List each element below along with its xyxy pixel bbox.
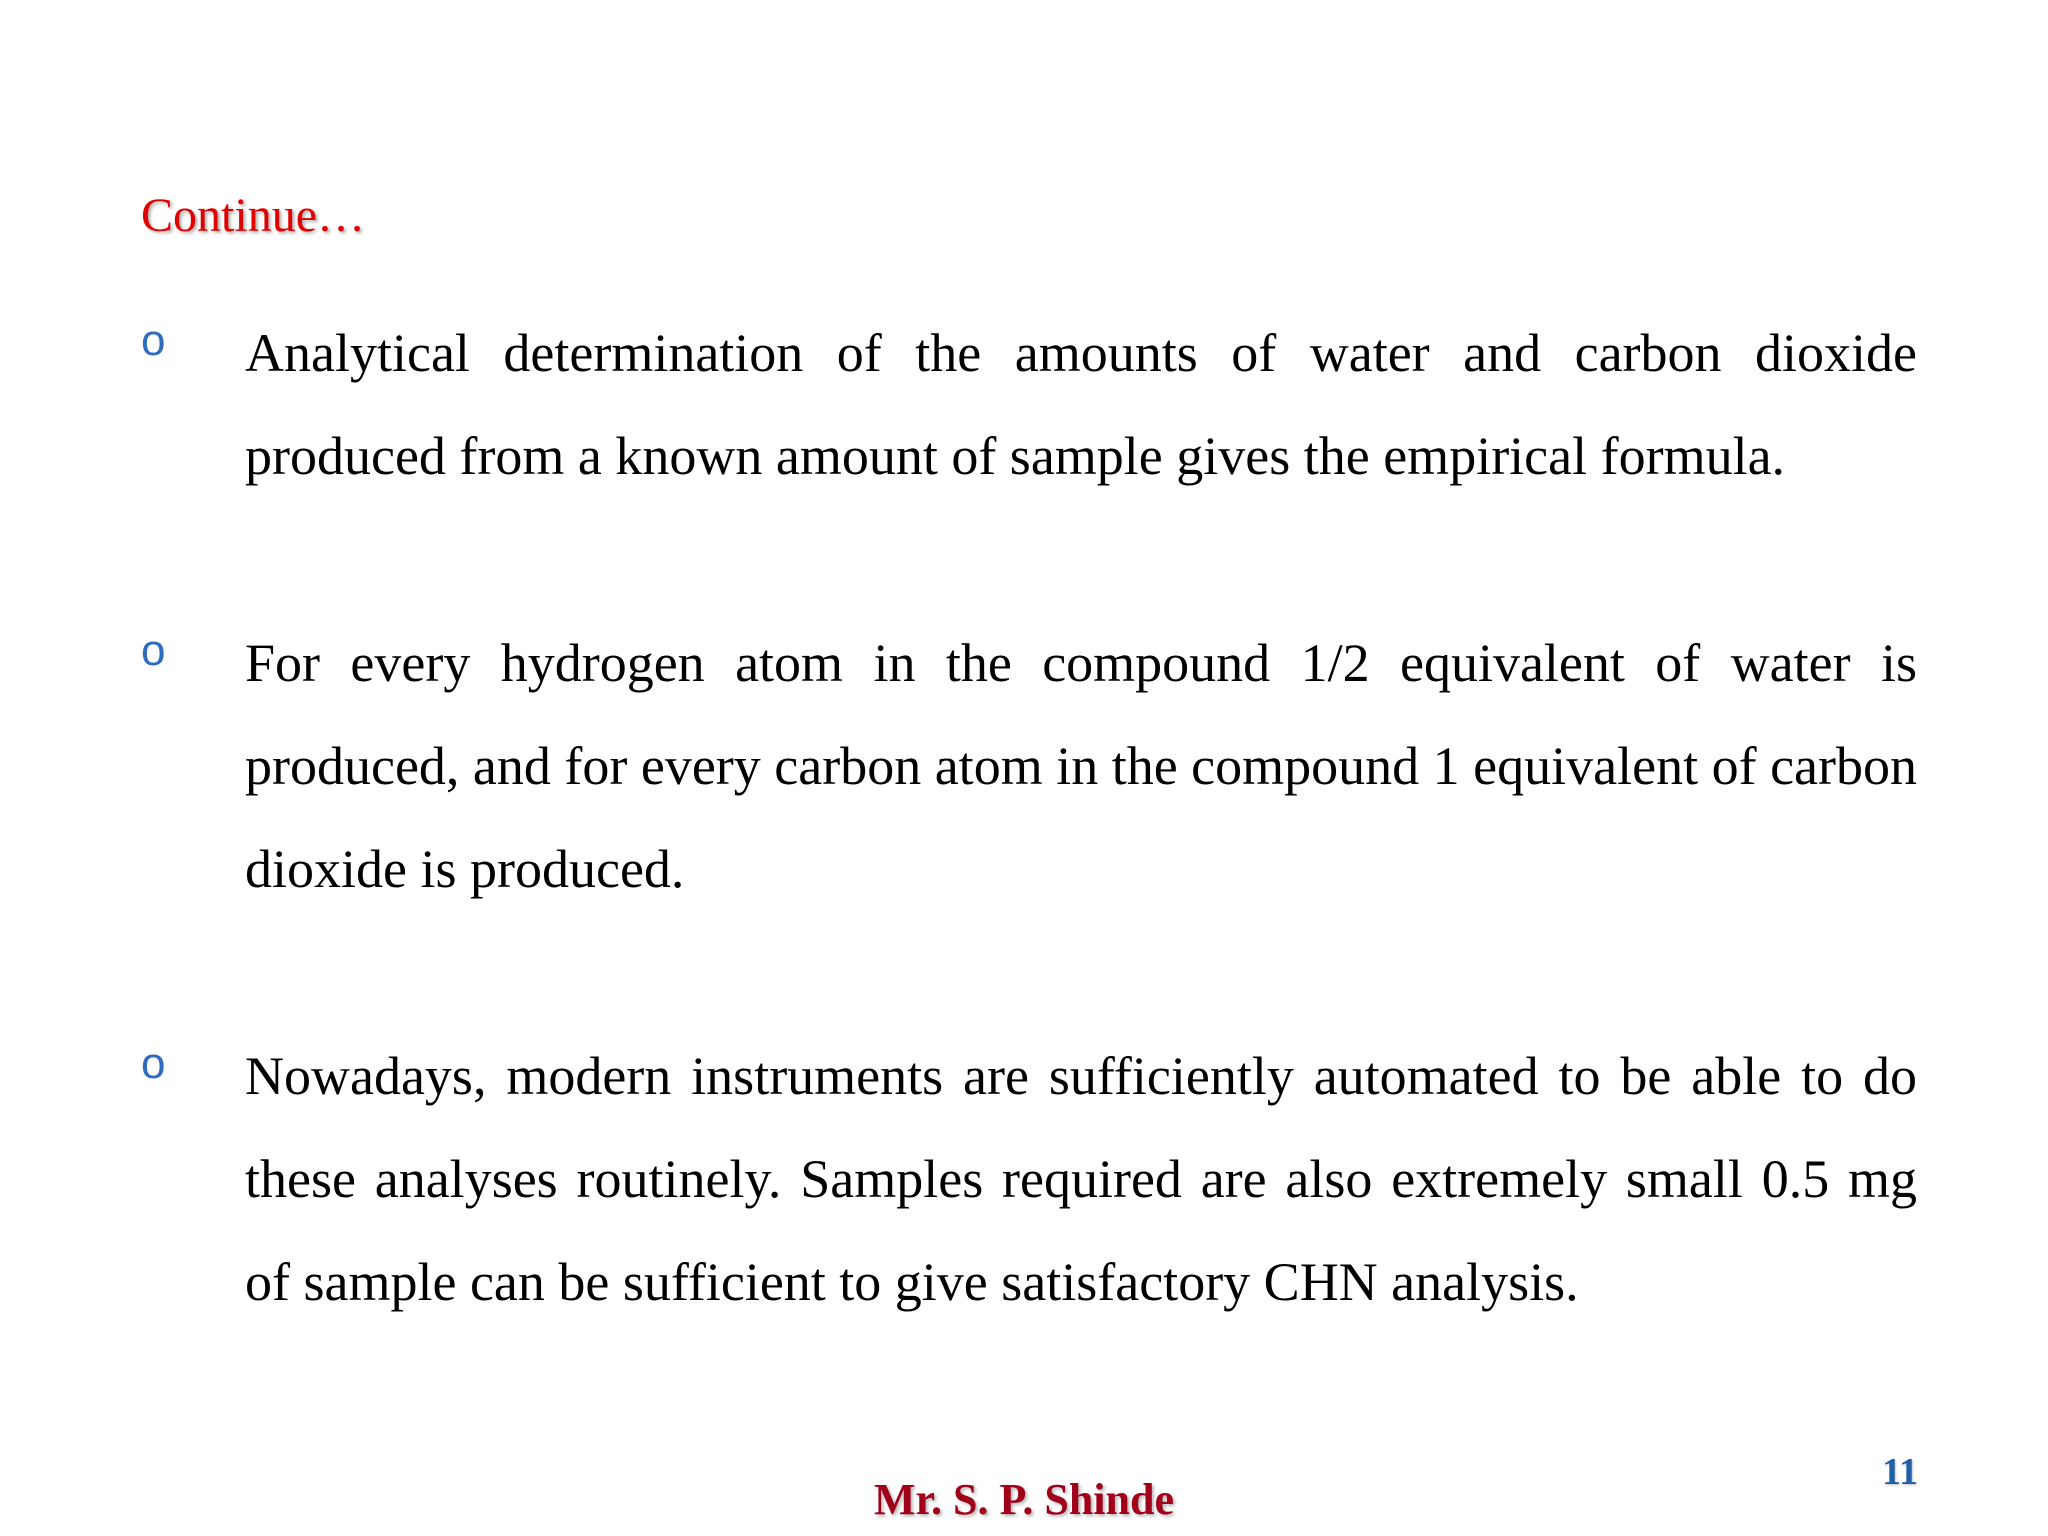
footer-author: Mr. S. P. Shinde [874,1475,1174,1524]
bullet-marker: o [141,1039,166,1088]
bullet-text: Analytical determination of the amounts of water and carbon dioxide produced from a known amount of sample gives the empirical formula. [245,323,1917,486]
bullet-text: Nowadays, modern instruments are sufficiently automated to be able to do these analyses routinely. Samples required are also extremely small 0.5 mg of sample can be sufficient to give satisfactory CHN analysis. [245,1046,1917,1312]
bullet-text: For every hydrogen atom in the compound 1/2 equivalent of water is produced, and for every carbon atom in the compound 1 equivalent of carbon dioxide is produced. [245,633,1917,899]
bullet-marker: o [141,316,166,365]
page-number: 11 [1882,1451,1918,1493]
slide-heading: Continue… [141,189,365,242]
bullet-marker: o [141,626,166,675]
